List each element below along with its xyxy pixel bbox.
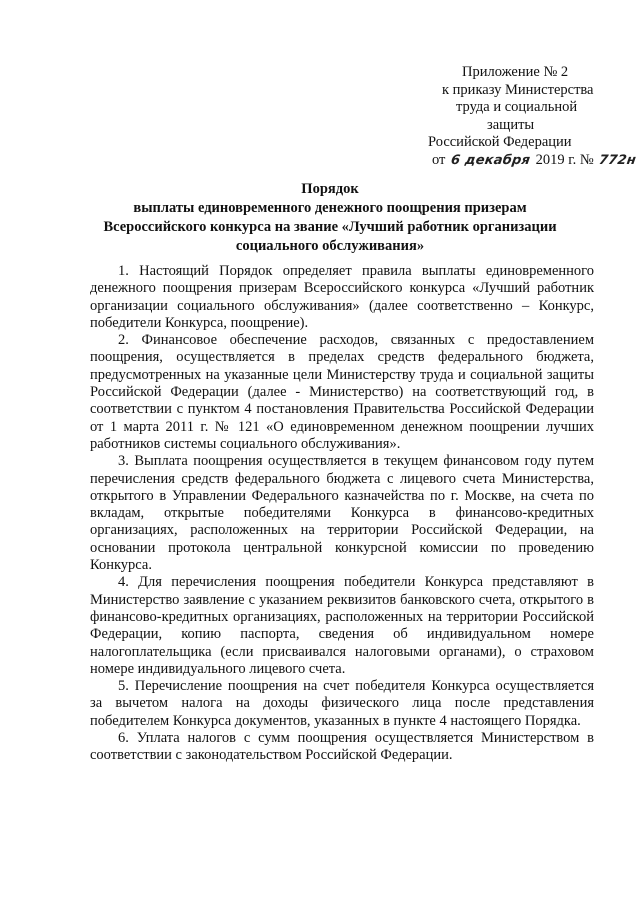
appendix-line-2: к приказу Министерства [442, 81, 594, 98]
document-body [90, 263, 594, 765]
document-title [60, 180, 600, 256]
title-line-4: социального обслуживания» [235, 238, 425, 254]
title-line-2: выплаты единовременного денежного поощрения призерам [133, 200, 527, 216]
paragraph-1: 1. Настоящий Порядок определяет правила выплаты единовременного денежного поощрения призерам Всероссийского конкурса «Лучший работник организации социального обслуживания» (далее соответственно – Конкурс, победители Конкурса, поощрение). [90, 263, 594, 331]
appendix-date-line [432, 151, 638, 170]
date-year: 2019 г. № [535, 151, 594, 168]
appendix-line-5: Российской Федерации [428, 134, 572, 150]
date-prefix: от [432, 151, 446, 168]
handwritten-date: 6 декабря [450, 152, 532, 168]
appendix-line-1: Приложение № 2 [462, 64, 569, 80]
paragraph-3: 3. Выплата поощрения осуществляется в текущем финансовом году путем перечисления средств федерального бюджета с лицевого счета Министерства, открытого в Управлении Федерального казначейства по г. Москве, на счета по вкладам, открытые победителями Конкурса в финансово-кредитных организациях, расположенных на территории Российской Федерации, на основании протокола центральной конкурсной комиссии по проведению Конкурса. [90, 453, 594, 574]
paragraph-5: 5. Перечисление поощрения на счет победителя Конкурса осуществляется за вычетом налога на доходы физического лица после представления победителем Конкурса документов, указанных в пункте 4 настоящего Порядка. [90, 678, 594, 729]
paragraph-6: 6. Уплата налогов с сумм поощрения осуществляется Министерством в соответствии с законодательством Российской Федерации. [90, 730, 594, 764]
appendix-line-3: труда и социальной [456, 99, 578, 115]
handwritten-order-number: 772н [598, 152, 638, 168]
appendix-header [400, 64, 638, 169]
title-line-3: Всероссийского конкурса на звание «Лучший работник организации [103, 219, 557, 235]
paragraph-2: 2. Финансовое обеспечение расходов, связанных с предоставлением поощрения, осуществляется в пределах средств федерального бюджета, предусмотренных на указанные цели Министерству труда и социальной защиты Российской Федерации (далее - Министерство) на соответствующий год, в соответствии с пунктом 4 постановления Правительства Российской Федерации от 1 марта 2011 г. № 121 «О единовременном денежном поощрении лучших работников системы социального обслуживания». [90, 332, 594, 452]
paragraph-4: 4. Для перечисления поощрения победители Конкурса представляют в Министерство заявление с указанием реквизитов банковского счета, открытого в финансово-кредитных организациях, расположенных на территории Российской Федерации, копию паспорта, сведения об индивидуальном номере налогоплательщика (если присваивался налоговыми органами), о страховом номере индивидуального лицевого счета. [90, 574, 594, 677]
appendix-line-4: защиты [487, 116, 535, 133]
title-line-1: Порядок [301, 181, 359, 197]
